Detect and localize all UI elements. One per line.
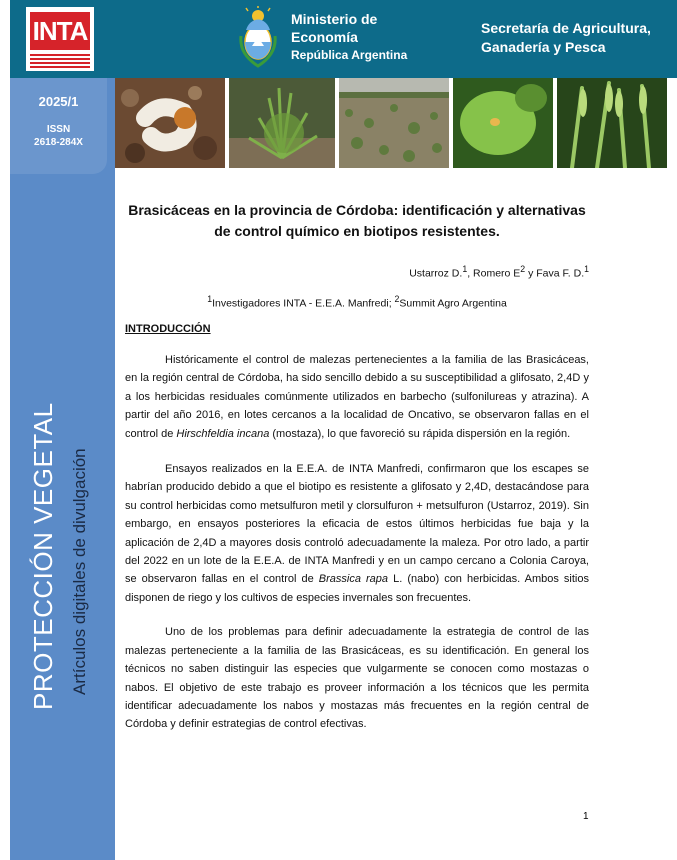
inta-logo bbox=[26, 7, 94, 71]
photo-weed bbox=[229, 78, 335, 168]
authors-sep-1: , bbox=[467, 267, 474, 280]
affiliation-2: Summit Agro Argentina bbox=[399, 297, 507, 309]
coat-of-arms-icon bbox=[238, 6, 278, 70]
paragraph-1 bbox=[125, 351, 589, 443]
authors-sep-2: y bbox=[525, 267, 537, 280]
issn-block bbox=[10, 123, 107, 149]
page-number: 1 bbox=[583, 811, 589, 822]
author-2-sup: 2 bbox=[520, 264, 526, 274]
series-subtitle: Artículos digitales de divulgación bbox=[70, 448, 89, 695]
author-2: Romero E bbox=[473, 267, 521, 280]
ministry-line2: Economía bbox=[291, 29, 358, 45]
issue-date: 2025/1 bbox=[38, 94, 79, 109]
photo-grub bbox=[115, 78, 225, 168]
article-body bbox=[125, 200, 589, 734]
paragraph-3: Uno de los problemas para definir adecuadamente la estrategia de control de las malezas perteneciente a la familia de las Brasicáceas, es su identificación. En general los técnicos no saben distinguir las especies que vulgarmente se conocen como mostazas o nabos. El objetivo de este trabajo es proveer información a los técnicos que les permita identificar adecuadamente los nabos y mostazas más frecuentes en la región central de Córdoba y definir estrategias de control efectivas. bbox=[125, 626, 589, 731]
species-brassica: Brassica rapa bbox=[318, 573, 389, 586]
photo-wheat bbox=[557, 78, 667, 168]
species-hirschfeldia: Hirschfeldia incana bbox=[176, 427, 270, 440]
paragraph-2 bbox=[125, 460, 589, 607]
secretaria-line1: Secretaría de Agricultura, bbox=[481, 20, 651, 36]
inta-logo-text: INTA bbox=[30, 12, 90, 50]
ministry-line3: República Argentina bbox=[291, 48, 408, 62]
ministry-block bbox=[291, 10, 407, 64]
author-3: Fava F. D. bbox=[536, 267, 585, 280]
photo-field bbox=[339, 78, 449, 168]
paragraph-1-a: Históricamente el control de malezas pertenecientes a la familia de las Brasicáceas, en la región central de Córdoba, ha sido sencillo debido a su susceptibilidad a glifosato, 2,4D y a los herbicidas residuales comúnmente utilizados en barbecho (sulfonilureas y atrazina). A partir del año 2016, en lotes cercanos a la localidad de Oncativo, se observaron fallas en el control de bbox=[125, 354, 589, 440]
photo-strip bbox=[115, 78, 667, 168]
affiliation-sup-2: 2 bbox=[394, 293, 400, 304]
authors-line bbox=[125, 264, 589, 280]
series-title: PROTECCIÓN VEGETAL bbox=[28, 402, 58, 710]
affiliation-line bbox=[125, 294, 589, 310]
paragraph-2-a: Ensayos realizados en la E.E.A. de INTA Manfredi, confirmaron que los escapes se habrían producido debido a que el biotipo es resistente a glifosato y 2,4D, destacándose para su control herbicidas como metsulfuron metil y clorsulfuron + metsulfuron (Ustarroz, 2019). Sin embargo, en ensayos posteriores la eficacia de estos últimos herbicidas fue baja y la aplicación de 2,4D a mayores dosis controló adecuadamente la maleza. Por otro lado, a partir del 2022 en un lote de la E.E.A. de INTA Manfredi y en un campo cercano a Colonia Caroya, se observaron fallas en el control de bbox=[125, 463, 589, 586]
sidebar bbox=[10, 78, 115, 860]
affiliation-1: Investigadores INTA - E.E.A. Manfredi; bbox=[212, 297, 395, 309]
article-title: Brasicáceas en la provincia de Córdoba: identificación y alternativas de control químico en biotipos resistentes. bbox=[128, 202, 586, 239]
secretaria-block bbox=[481, 19, 671, 57]
inta-logo-stripes bbox=[30, 54, 90, 70]
paragraph-1-b: (mostaza), lo que favoreció su rápida dispersión en la región. bbox=[269, 427, 571, 440]
author-3-sup: 1 bbox=[584, 264, 589, 274]
paragraph-2-b: L. (nabo) con herbicidas. Ambos sitios disponen de riego y los cultivos de especies invernales son frecuentes. bbox=[125, 573, 589, 604]
author-1: Ustarroz D. bbox=[409, 267, 463, 280]
photo-leaf bbox=[453, 78, 553, 168]
ministry-line1: Ministerio de bbox=[291, 11, 378, 27]
section-heading: INTRODUCCIÓN bbox=[125, 323, 211, 335]
author-1-sup: 1 bbox=[462, 264, 468, 274]
issn-label: ISSN bbox=[46, 124, 71, 135]
secretaria-line2: Ganadería y Pesca bbox=[481, 39, 606, 55]
affiliation-sup-1: 1 bbox=[207, 293, 213, 304]
issn-number: 2618-284X bbox=[34, 137, 83, 148]
